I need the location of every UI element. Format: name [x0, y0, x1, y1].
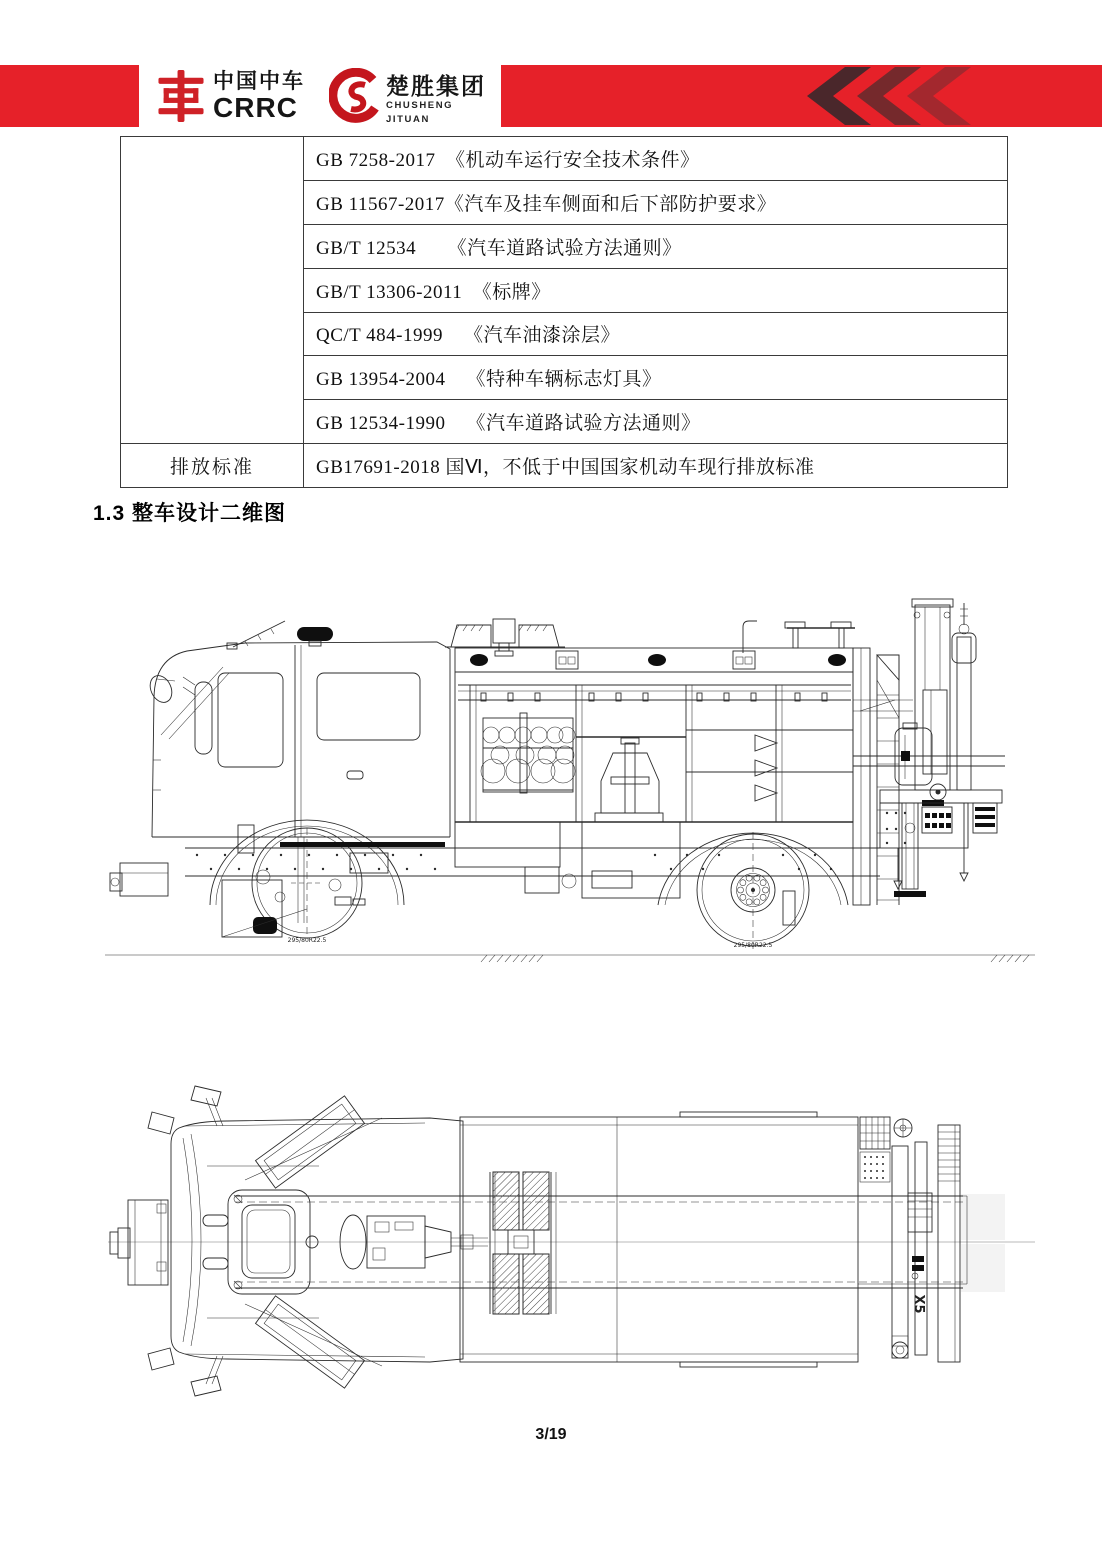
crane-model-label: X5 [911, 1294, 926, 1314]
emission-label-cell: 排放标准 [121, 444, 304, 488]
chusheng-wordmark [386, 73, 501, 127]
table-row-emission [121, 444, 1008, 488]
rear-crane-top-view [858, 1117, 967, 1362]
chassis-frame [110, 825, 880, 937]
front-bumper-top [110, 1200, 168, 1285]
standard-cell: GB 13954-2004 《特种车辆标志灯具》 [304, 356, 1008, 400]
table-row [121, 137, 1008, 181]
rear-axle-wheels [490, 1172, 556, 1314]
standard-cell: GB 11567-2017《汽车及挂车侧面和后下部防护要求》 [304, 180, 1008, 224]
category-cell-empty [121, 137, 304, 444]
roof-equipment [445, 619, 855, 656]
crrc-wordmark [213, 70, 305, 122]
tire-spec-label: 295/80R22.5 [733, 942, 773, 949]
section-heading: 1.3 整车设计二维图 [93, 502, 287, 525]
header-band-right [501, 65, 1102, 127]
page-number: 3/19 [535, 1426, 567, 1443]
header-band-left [0, 65, 139, 127]
tire-spec-label: 295/80R22.5 [287, 937, 327, 944]
chusheng-en: CHUSHENG JITUAN [386, 100, 454, 125]
front-wheel [210, 820, 404, 944]
chevrons-icon [783, 67, 1013, 125]
header-logos [139, 65, 501, 127]
side-view-drawing [95, 585, 1040, 970]
standard-cell: GB/T 12534 《汽车道路试验方法通则》 [304, 224, 1008, 268]
body-top-view [460, 1112, 858, 1367]
cab-top-view [148, 1086, 463, 1396]
crrc-logo-icon [155, 69, 207, 123]
body-compartments [455, 648, 870, 905]
emission-value-cell: GB17691-2018 国Ⅵ，不低于中国国家机动车现行排放标准 [304, 444, 1008, 488]
chusheng-zh: 楚胜集团 [386, 73, 486, 99]
top-view-drawing [95, 1080, 1040, 1415]
standard-cell: GB/T 13306-2011 《标牌》 [304, 268, 1008, 312]
chusheng-logo-icon [329, 68, 383, 124]
standard-cell: QC/T 484-1999 《汽车油漆涂层》 [304, 312, 1008, 356]
crrc-zh: 中国中车 [213, 70, 305, 93]
crrc-en: CRRC [213, 92, 298, 123]
watermark-block [961, 1244, 1005, 1292]
truck-cab [146, 621, 450, 837]
rear-crane [853, 599, 1005, 897]
standard-cell: GB 12534-1990 《汽车道路试验方法通则》 [304, 400, 1008, 444]
standards-table [120, 136, 1008, 488]
watermark-block [961, 1194, 1005, 1240]
standard-cell: GB 7258-2017 《机动车运行安全技术条件》 [304, 137, 1008, 181]
ground-line [105, 955, 1035, 962]
